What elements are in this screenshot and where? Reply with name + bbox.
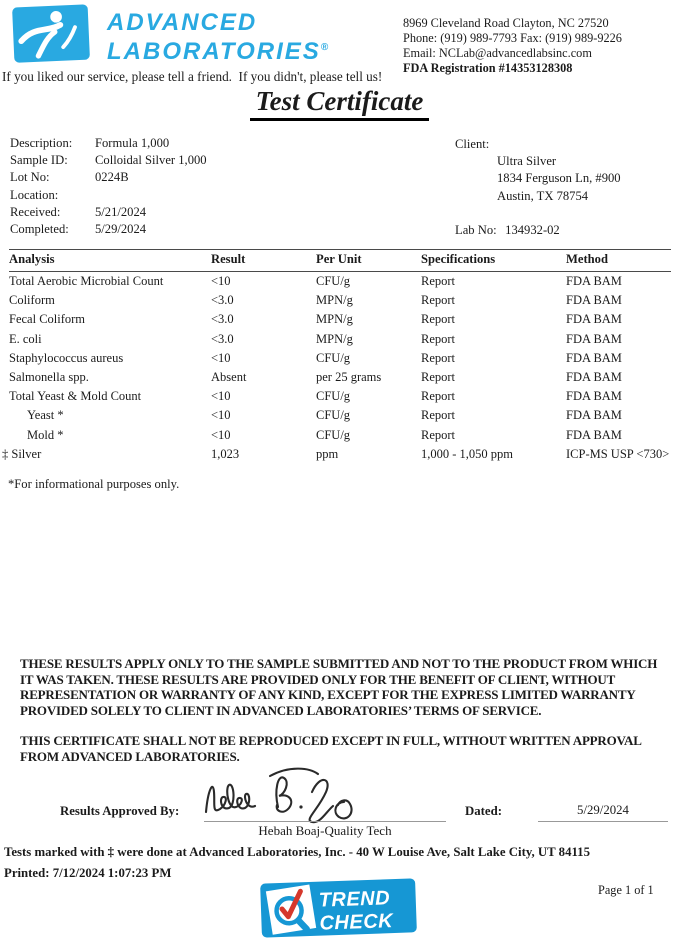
unit-cell: CFU/g [316, 427, 351, 442]
info-field-value: 5/21/2024 [95, 204, 147, 219]
spec-cell: Report [421, 350, 456, 365]
analysis-cell: Total Yeast & Mold Count [9, 389, 142, 404]
lab-no-row [455, 222, 621, 239]
result-row [9, 368, 671, 387]
unit-cell: MPN/g [316, 293, 353, 308]
info-field-label: Completed: [10, 221, 69, 236]
analysis-cell: Yeast * [27, 408, 64, 423]
fda-registration: FDA Registration #14353128308 [403, 61, 573, 75]
unit-cell: ppm [316, 446, 339, 461]
tests-marker-note: Tests marked with ‡ were done at Advanced Laboratories, Inc. - 40 W Louise Ave, Salt Lake City, UT 84115 [4, 845, 590, 859]
info-field-label: Sample ID: [10, 153, 68, 168]
result-row [9, 406, 671, 425]
trend-text-line2: CHECK [319, 910, 394, 935]
info-field-value: Colloidal Silver 1,000 [95, 153, 207, 168]
trend-text-line1: TREND [318, 887, 391, 912]
lab-email: Email: NCLab@advancedlabsinc.com [403, 46, 592, 60]
disclaimer-block [20, 656, 662, 765]
spec-cell: Report [421, 408, 456, 423]
informational-footnote: *For informational purposes only. [8, 477, 180, 491]
info-field-value: 0224B [95, 170, 129, 185]
method-cell: FDA BAM [566, 331, 622, 346]
analysis-cell: ‡ Silver [2, 446, 42, 461]
method-cell: FDA BAM [566, 312, 622, 327]
method-cell: FDA BAM [566, 370, 622, 385]
info-row [10, 136, 207, 153]
info-field-label: Lot No: [10, 170, 50, 185]
result-cell: <10 [211, 350, 231, 365]
info-field-value: 5/29/2024 [95, 221, 147, 236]
method-cell: FDA BAM [566, 350, 622, 365]
results-section [2, 249, 671, 464]
client-block [455, 136, 621, 239]
header-row [9, 250, 671, 272]
service-tagline: If you liked our service, please tell a friend. If you didn't, please tell us! [2, 69, 383, 84]
result-cell: Absent [211, 370, 247, 385]
client-address-line1: 1834 Ferguson Ln, #900 [497, 171, 621, 186]
spec-cell: Report [421, 389, 456, 404]
title-wrap [0, 86, 679, 121]
approval-date: 5/29/2024 [577, 803, 629, 817]
results-approved-by-label: Results Approved By: [60, 804, 180, 818]
result-cell: <10 [211, 389, 231, 404]
info-field-label: Received: [10, 204, 61, 219]
method-cell: FDA BAM [566, 408, 622, 423]
info-row [10, 153, 207, 170]
spec-cell: 1,000 - 1,050 ppm [421, 446, 514, 461]
spec-cell: Report [421, 312, 456, 327]
result-row [9, 310, 671, 329]
result-cell: <10 [211, 408, 231, 423]
trend-check-logo [258, 876, 420, 940]
method-cell: FDA BAM [566, 389, 622, 404]
info-field-label: Location: [10, 187, 59, 202]
result-row [9, 445, 671, 464]
advanced-labs-logo-icon [10, 4, 94, 66]
unit-cell: CFU/g [316, 389, 351, 404]
disclaimer-paragraph-1: THESE RESULTS APPLY ONLY TO THE SAMPLE SUBMITTED AND NOT TO THE PRODUCT FROM WHICH IT WAS TAKEN. THESE RESULTS ARE PROVIDED ONLY FOR THE BENEFIT OF CLIENT, WITHOUT REPRESENTATION OR WARRANTY OF ANY KIND, EXCEPT FOR THE EXPRESS LIMITED WARRANTY PROVIDED SOLELY TO CLIENT IN ADVANCED LABORATORIES’ TERMS OF SERVICE. [20, 656, 658, 718]
unit-cell: MPN/g [316, 312, 353, 327]
result-row [9, 349, 671, 368]
sample-info-fields [10, 136, 207, 239]
date-line [538, 821, 668, 822]
result-cell: <3.0 [211, 312, 234, 327]
contact-info [403, 16, 622, 76]
col-result: Result [211, 250, 316, 272]
registered-trademark: ® [320, 42, 329, 53]
company-name-line2: LABORATORIES® [107, 38, 329, 65]
results-table [2, 249, 671, 464]
method-cell: FDA BAM [566, 274, 622, 289]
method-cell: ICP-MS USP <730> [566, 446, 670, 461]
signature-line [204, 821, 446, 822]
col-analysis: Analysis [9, 250, 211, 272]
client-name: Ultra Silver [497, 154, 557, 169]
col-per-unit: Per Unit [316, 250, 421, 272]
analysis-cell: Fecal Coliform [9, 312, 86, 327]
result-row [9, 330, 671, 349]
analysis-cell: Total Aerobic Microbial Count [9, 274, 164, 289]
lab-no-label: Lab No: [455, 222, 497, 237]
lab-no-value: 134932-02 [505, 222, 560, 237]
result-cell: <3.0 [211, 293, 234, 308]
header-logo [10, 4, 328, 66]
result-row [9, 387, 671, 406]
unit-cell: CFU/g [316, 350, 351, 365]
spec-cell: Report [421, 427, 456, 442]
spec-cell: Report [421, 331, 456, 346]
spec-cell: Report [421, 274, 456, 289]
info-row [10, 205, 207, 222]
result-row [9, 426, 671, 445]
info-row [10, 222, 207, 239]
col-specifications: Specifications [421, 250, 566, 272]
info-row [10, 170, 207, 187]
signer-name: Hebah Boaj-Quality Tech [258, 823, 392, 838]
lab-address: 8969 Cleveland Road Clayton, NC 27520 [403, 16, 609, 30]
dated-label: Dated: [465, 804, 502, 818]
disclaimer-paragraph-2: THIS CERTIFICATE SHALL NOT BE REPRODUCED EXCEPT IN FULL, WITHOUT WRITTEN APPROVAL FROM ADVANCED LABORATORIES. [20, 733, 641, 764]
printed-timestamp: Printed: 7/12/2024 1:07:23 PM [4, 866, 172, 880]
company-name-line1: ADVANCED [107, 9, 258, 36]
analysis-cell: E. coli [9, 331, 42, 346]
spec-cell: Report [421, 370, 456, 385]
analysis-cell: Coliform [9, 293, 55, 308]
page-number: Page 1 of 1 [598, 883, 654, 897]
results-table-body [2, 272, 671, 464]
result-row [9, 291, 671, 310]
spec-cell: Report [421, 293, 456, 308]
info-field-value: Formula 1,000 [95, 136, 170, 150]
unit-cell: CFU/g [316, 408, 351, 423]
result-cell: 1,023 [211, 446, 240, 461]
info-row [10, 188, 207, 205]
unit-cell: MPN/g [316, 331, 353, 346]
client-label: Client: [455, 137, 490, 151]
info-field-label: Description: [10, 136, 73, 150]
method-cell: FDA BAM [566, 293, 622, 308]
results-table-head [9, 250, 671, 272]
analysis-cell: Staphylococcus aureus [9, 350, 124, 365]
result-cell: <10 [211, 274, 231, 289]
result-cell: <3.0 [211, 331, 234, 346]
signature-scribble [198, 760, 448, 824]
unit-cell: per 25 grams [316, 370, 382, 385]
result-row [9, 272, 671, 292]
company-name [107, 10, 328, 64]
method-cell: FDA BAM [566, 427, 622, 442]
page-title: Test Certificate [250, 86, 430, 121]
analysis-cell: Salmonella spp. [9, 370, 89, 385]
client-address-line2: Austin, TX 78754 [497, 188, 589, 203]
analysis-cell: Mold * [27, 427, 64, 442]
unit-cell: CFU/g [316, 274, 351, 289]
lab-phone-fax: Phone: (919) 989-7793 Fax: (919) 989-9226 [403, 31, 622, 45]
col-method: Method [566, 250, 671, 272]
result-cell: <10 [211, 427, 231, 442]
